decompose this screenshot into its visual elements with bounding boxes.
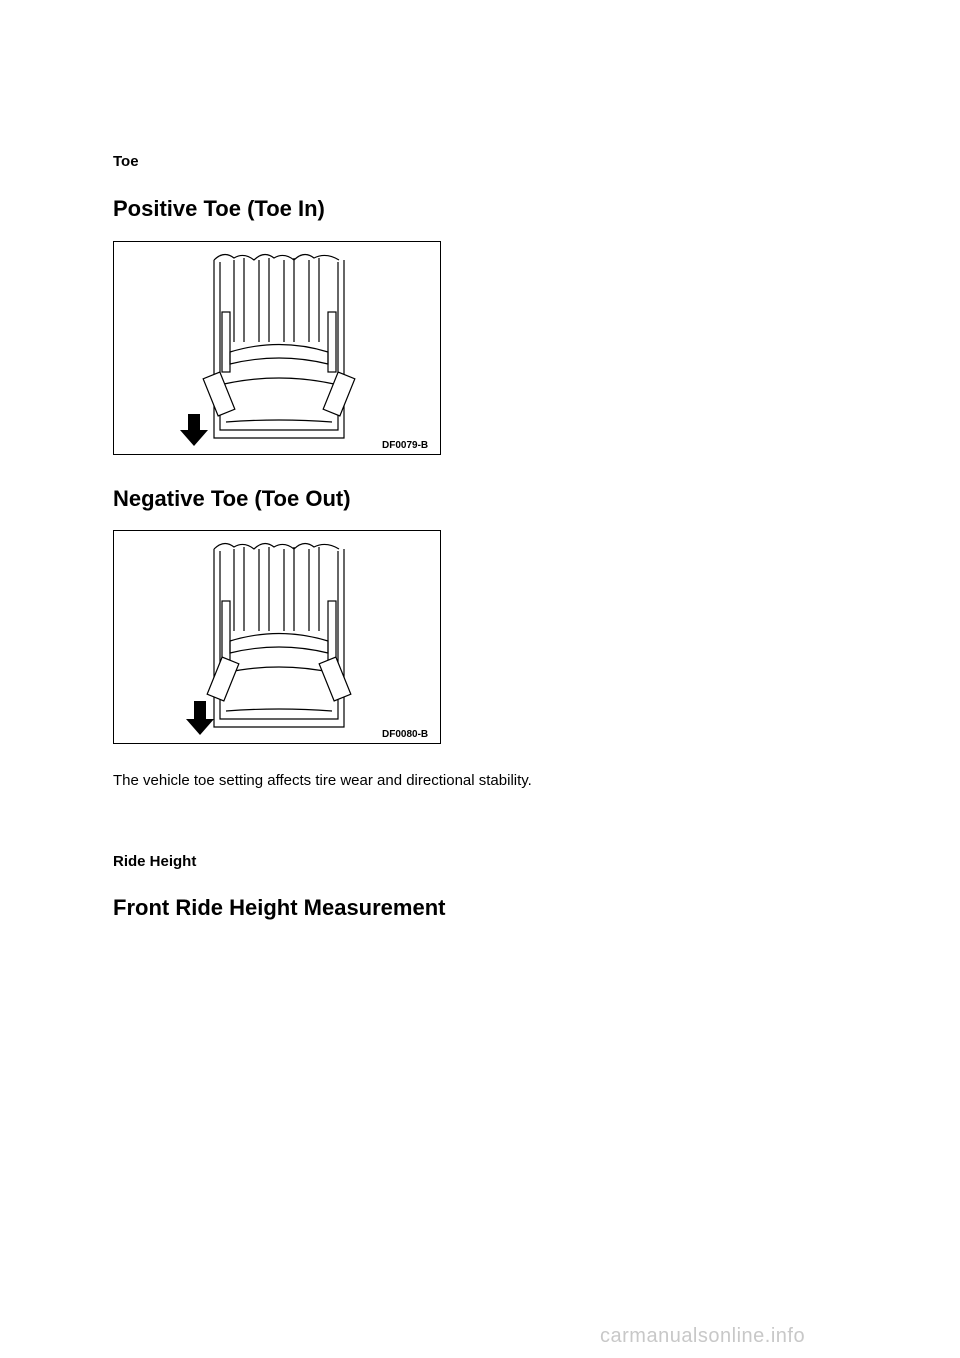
figure-code-negative: DF0080-B — [382, 729, 429, 740]
direction-arrow-icon — [180, 414, 208, 446]
heading-negative-toe: Negative Toe (Toe Out) — [113, 486, 351, 511]
heading-positive-toe: Positive Toe (Toe In) — [113, 196, 325, 221]
figure-positive-toe — [113, 241, 441, 455]
figure-negative-toe — [113, 530, 441, 744]
section-label-toe: Toe — [113, 153, 139, 170]
vehicle-toe-in-diagram — [114, 242, 440, 454]
vehicle-toe-out-diagram — [114, 531, 440, 743]
figure-code-positive: DF0079-B — [382, 440, 429, 451]
heading-front-ride-height: Front Ride Height Measurement — [113, 895, 446, 920]
section-label-ride-height: Ride Height — [113, 853, 197, 870]
toe-description: The vehicle toe setting affects tire wear and directional stability. — [113, 772, 532, 789]
site-watermark: carmanualsonline.info — [600, 1325, 806, 1347]
direction-arrow-icon — [186, 701, 214, 735]
